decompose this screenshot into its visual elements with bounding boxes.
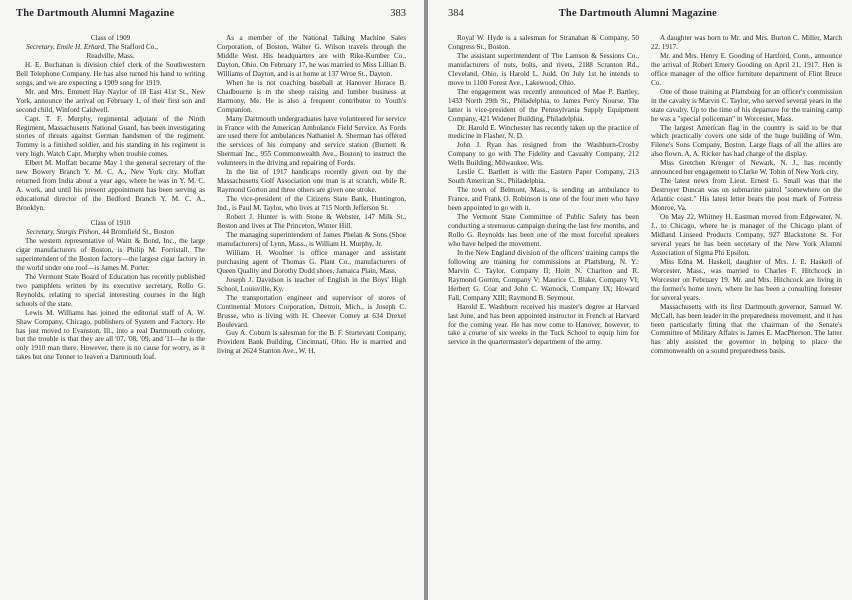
paragraph: The transportation engineer and supervisor of stores of Continental Motors Corporation, Detroit, Mich., is Joseph C. Brusse, who is living with H. Cheever Comey at 634 Drexel Boulevard. [217, 293, 406, 329]
secretary-name: Secretary, Emile H. Erhard, [26, 42, 106, 51]
running-title: The Dartmouth Alumni Magazine [16, 8, 175, 19]
paragraph: On May 22, Whitney H. Eastman moved from Edgewater, N. J., to Chicago, where he is manager of the Chicago plant of Midland Linseed Products Company, 927 Blackstone St. For several years he has been secretary of the New York Alumni Association of Sigma Phi Epsilon. [651, 213, 842, 257]
paragraph: Guy A. Coburn is salesman for the B. F. Sturtevant Company, Provident Bank Building, Cincinnati, Ohio. He is married and living at 2624 Stanton Ave., W. H. [217, 329, 406, 356]
paragraph: The Vermont State Committee of Public Safety has been conducting a strenuous campaign during the last few months, and Rollo G. Reynolds has been one of the most forceful speakers who have helped the movement. [448, 213, 639, 248]
paragraph: Robert J. Hunter is with Stone & Webster, 147 Milk St., Boston and lives at The Princeton, Winter Hill. [217, 213, 406, 231]
paragraph: Many Dartmouth undergraduates have volunteered for service in France with the American Ambulance Field Service. As Fords are used there for ambulances Nathaniel A. Sherman has offered the services of his company and service station (Burnett & Sherman Inc., 955 Commonwealth Ave., Boston) to instruct the volunteers in the driving and repairing of Fords. [217, 114, 406, 168]
paragraph: William H. Woolner is office manager and assistant purchasing agent of Thomas G. Plant Co., manufacturers of Queen Quality and Dorothy Dodd shoes, Jamaica Plain, Mass. [217, 248, 406, 275]
paragraph: The town of Belmont, Mass., is sending an ambulance to France, and Frank O. Robinson is one of the four men who have been appointed to go with it. [448, 186, 639, 213]
secretary-address: 44 Bromfield St., Boston [101, 228, 175, 237]
class-1910-secretary [16, 228, 205, 237]
paragraph: When he is not coaching baseball at Hanover Horace B. Chadbourne is in the sheep raising and lumber business at Harmony, Me. He is also a frequent contributor to Youth's Companion. [217, 78, 406, 114]
paragraph: The largest American flag in the country is said to be that which practically covers one side of the huge building of Wm. Filene's Sons Company, Boston. Large flags of all the allies are also flown. A. A. Ricker has had charge of the display. [651, 123, 842, 159]
paragraph: Massachusetts with its first Dartmouth governor, Samuel W. McCall, has been leader in the preparedness movement, and it has been particularly fitting that the chairman of the Senate's Committee of Military Affairs is James E. MacPherson. The latter has ably assisted the governor in helping to place the commonwealth on a sound preparedness basis. [651, 302, 842, 356]
right-page-column-1 [448, 34, 639, 356]
left-page-header [16, 8, 406, 26]
paragraph: Capt. T. F. Murphy, regimental adjutant of the Ninth Regiment, Massachusetts National Guard, has been investigating stories of threats against German handsmen of the regiment. Tommy is a finished soldier, and his standing in his regiment is very high. Watch Capt. Murphy when trouble comes. [16, 114, 205, 159]
paragraph: Dr. Harold E. Winchester has recently taken up the practice of medicine in Flasher, N. D. [448, 123, 639, 141]
paragraph: As a member of the National Talking Machine Sales Corporation, of Boston, Walter G. Wilson travels through the Middle West. His headquarters are with Rike-Kumber Co., Dayton, Ohio. On February 17, he was married to Miss Lillian B. Williams of Dayton, and is at home at 137 Wroe St., Dayton. [217, 34, 406, 78]
paragraph: The latest news from Lieut. Ernest G. Small was that the Destroyer Duncan was on submarine patrol "somewhere on the Atlantic coast." His latest letter bears the post mark of Fortress Monroe, Va. [651, 177, 842, 213]
paragraph: The assistant superintendent of The Lamson & Sessions Co., manufacturers of nuts, bolts, and rivets, 2188 Scranton Rd., Cleveland, Ohio, is Harold L. Judd. On July 1st he intends to move to 1100 Forest Ave., Lakewood, Ohio. [448, 51, 639, 87]
paragraph: H. E. Buchanan is division chief clerk of the Southwestern Bell Telephone Company. He has also turned his hand to writing songs, and we are expecting a 1909 song for 1919. [16, 60, 205, 87]
paragraph: The vice-president of the Citizens State Bank, Huntington, Ind., is Paul M. Taylor, who lives at 715 North Jefferson St. [217, 195, 406, 213]
paragraph: John J. Ryan has resigned from the Washburn-Crosby Company to go with The Fidelity and Casualty Company, 212 Wells Building, Milwaukee, Wis. [448, 141, 639, 168]
running-title: The Dartmouth Alumni Magazine [558, 8, 718, 19]
secretary-city: Readville, Mass. [86, 51, 135, 60]
left-page-columns [16, 34, 406, 362]
secretary-address: The Stafford Co., [107, 42, 158, 51]
paragraph: Mr. and Mrs. Emmett Hay Naylor of 18 East 41st St., New York, announce the arrival on February 1, of their first son and second child, Winford Caldwell. [16, 87, 205, 114]
right-page [426, 0, 852, 600]
paragraph: In the list of 1917 handicaps recently given out by the Massachusetts Golf Association one man is at scratch, while R. Raymond Gorton and three others are given one stroke. [217, 168, 406, 195]
paragraph: Miss Gretchen Kreuger of Newark, N. J., has recently announced her engagement to Clarke W. Tobin of New York city. [651, 159, 842, 177]
left-page-column-2 [217, 34, 406, 362]
paragraph: Leslie C. Bartlett is with the Eastern Paper Company, 213 South American St., Philadelphia. [448, 168, 639, 186]
paragraph: Miss Edna M. Haskell, daughter of Mrs. J. E. Haskell of Worcester, Mass., was married to Charles F. Hitchcock in Worcester on February 19. Mr. and Mrs. Hitchcock are living in the former's home town, where he has been a consulting forester for several years. [651, 257, 842, 302]
class-1909-secretary [16, 43, 205, 52]
right-page-column-2 [651, 34, 842, 356]
page-number: 384 [448, 8, 464, 19]
paragraph: Joseph J. Davidson is teacher of English in the Boys' High School, Louisville, Ky. [217, 275, 406, 293]
paragraph: Lewis M. Williams has joined the editorial staff of A. W. Shaw Company, Chicago, publishers of System and Factory. He has just moved to Evanston, Ill., into a real Dartmouth colony, but the trouble is that they are all '07, '08, '09, and '11—he is the only 1910 man there. However, there is no cause for worry, as it takes but one Tenner to leaven a Dartmouth loaf. [16, 308, 205, 362]
class-1909-heading: Class of 1909 [90, 34, 131, 42]
paragraph: The western representative of Waitt & Bond, Inc., the large cigar manufacturers of Boston, is Philip M. Forristall. The superintendent of the Boston factory—the largest cigar factory in the world under one roof—is James M. Porter. [16, 236, 205, 272]
class-1910-heading: Class of 1910 [90, 219, 131, 228]
paragraph: The Vermont State Board of Education has recently published two pamphlets written by its executive secretary, Rollo G. Reynolds, relating to special interesting courses in the high schools of the state. [16, 272, 205, 308]
paragraph: In the New England division of the officers' training camps the following are training for commissions at Plattsburg, N. Y.: Marvin C. Taylor, Company II; Hoitt N. Charlton and R. Raymond Gorton, Company V; Maurice C. Blake, Company VI; Herbert G. Coar and John C. Warnock, Company IX; Howard Fall, Company XIII; Raymond B. Seymour. [448, 248, 639, 302]
paragraph: Royal W. Hyde is a salesman for Stranahan & Company, 50 Congress St., Boston. [448, 34, 639, 51]
paragraph: Harold E. Washburn received his master's degree at Harvard last June, and has been appointed instructor in French at Harvard for the coming year. He has now come to Hanover, however, to take a course of six weeks in the Tuck School to equip him for service in the quartermaster's department of the army. [448, 302, 639, 347]
paragraph: A daughter was born to Mr. and Mrs. Burton C. Miller, March 22, 1917. [651, 34, 842, 51]
left-page-column-1 [16, 34, 205, 362]
secretary-name: Secretary, Sturgis Pishon, [26, 228, 101, 237]
paragraph: The managing superintendent of James Phelan & Sons (Shoe manufacturers) of Lynn, Mass., is William H. Murphy, Jr. [217, 230, 406, 248]
paragraph: Elbert M. Moffatt became May 1 the general secretary of the new Bowery Branch Y. M. C. A., New York city. Moffatt returned from India about a year ago, where he was in Y. M. C. A. work, and until his present appointment has been serving as educational director of the Bedford Branch Y. M. C. A., Brooklyn. [16, 159, 205, 213]
right-page-columns [448, 34, 842, 356]
paragraph: Mr. and Mrs. Henry E. Gooding of Hartford, Conn., announce the arrival of Robert Emery Gooding on April 21, 1917. Hen is office manager of the office furniture department of Flint Bruce Co. [651, 51, 842, 87]
paragraph: One of those training at Plattsburg for an officer's commission in the cavalry is Marvin C. Taylor, who served several years in the state cavalry. Up to the time of his departure for the training camp he was a "special policeman" in Worcester, Mass. [651, 87, 842, 123]
right-page-header [448, 8, 842, 26]
page-gutter [424, 0, 428, 600]
paragraph: The engagement was recently announced of Mae P. Bartley, 1433 North 29th St., Philadelphia, to James Percy Nourse. The latter is vice-president of the Pennsylvania Supply Equipment Company, 421 Widener Building, Philadelphia. [448, 87, 639, 123]
page-number: 383 [390, 8, 406, 19]
